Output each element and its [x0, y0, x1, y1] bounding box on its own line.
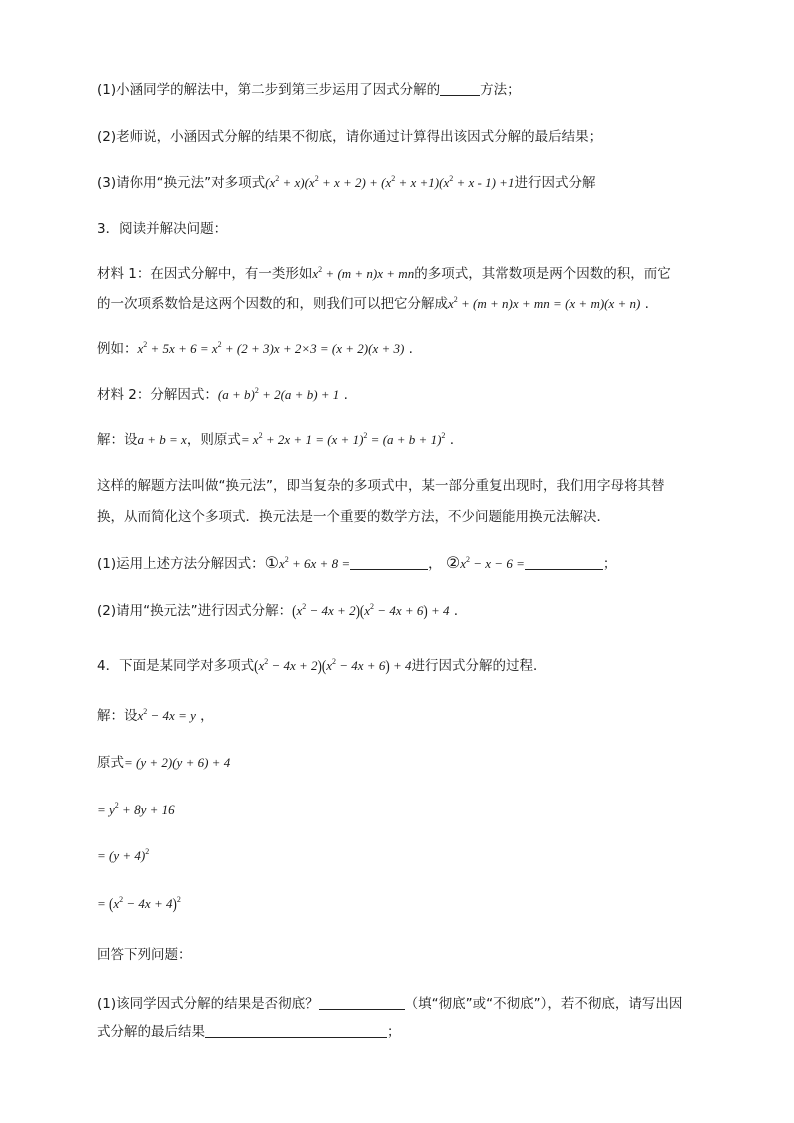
q3-example: 例如：$x^2 + 5x + 6 = x^2 + (2 + 3)x + 2\times 3 = (x + 2)(x + 3)$ .: [97, 340, 413, 357]
q4-a1-line2: 式分解的最后结果 ；: [97, 1024, 401, 1040]
q4-sol-line1: 解：设$x^2 - 4x = y$ ，: [97, 707, 214, 724]
q2-part3: (3)请你用“换元法”对多项式$(x^2 + x)(x^2 + x + 2) + (x^2 + x +1)(x^2 + x - 1) +1$进行因式分解: [97, 174, 596, 191]
q2-part2: (2)老师说，小涵因式分解的结果不彻底，请你通过计算得出该因式分解的最后结果；: [97, 129, 603, 145]
q3-solution: 解：设a + b = x，则原式= $x^2 + 2x + 1 = (x + 1)^2 = (a + b + 1)^2$ .: [97, 431, 454, 448]
q4-sol-line5: = $(x^2 - 4x + 4)^2$: [97, 894, 181, 913]
answer-blank[interactable]: [525, 555, 603, 570]
q3-title: 3．阅读并解决问题：: [97, 221, 228, 237]
answer-blank[interactable]: [350, 555, 428, 570]
q4-a1-line1: (1)该同学因式分解的结果是否彻底？ （填“彻底”或“不彻底”），若不彻底，请写出因: [97, 996, 683, 1012]
polynomial-expression: $(x^2 + x)(x^2 + x + 2) + (x^2 + x +1)(x^2 + x - 1) +1$: [265, 174, 515, 190]
q2-part1: (1)小涵同学的解法中，第二步到第三步运用了因式分解的 方法；: [97, 82, 521, 98]
q3-material2: 材料 2：分解因式：$(a + b)^2 + 2(a + b) + 1$ .: [97, 386, 348, 403]
q3-paragraph-line1: 这样的解题方法叫做“换元法”，即当复杂的多项式中，某一部分重复出现时，我们用字母将其替: [97, 478, 665, 494]
q3-material1-line1: 材料 1：在因式分解中，有一类形如$x^2 + (m + n)x$ + mn的多项式，其常数项是两个因数的积，而它: [97, 265, 671, 282]
answer-blank[interactable]: [319, 995, 405, 1010]
q4-sol-line3: = $y^2 + 8y + 16$: [97, 801, 175, 817]
q3-paragraph-line2: 换，从而简化这个多项式．换元法是一个重要的数学方法，不少问题能用换元法解决．: [97, 509, 610, 525]
q4-answer-heading: 回答下列问题：: [97, 947, 192, 963]
answer-blank[interactable]: [440, 81, 480, 96]
q3-material1-line2: 的一次项系数恰是这两个因数的和，则我们可以把它分解成$x^2 + (m + n)x$ + mn = (x + m)(x + n) .: [97, 295, 649, 312]
q4-title: 4．下面是某同学对多项式$(x^2 - 4x + 2)(x^2 - 4x + 6) + 4$进行因式分解的过程．: [97, 656, 547, 675]
answer-blank[interactable]: [205, 1023, 387, 1038]
q3-sub2: (2)请用“换元法”进行因式分解：$(x^2 - 4x + 2)(x^2 - 4x + 6) + 4$ .: [97, 601, 459, 620]
q3-sub1: (1)运用上述方法分解因式：$①x^2 + 6x + 8$ = ， $②x^2 - x - 6$ = ；: [97, 553, 617, 572]
q4-sol-line4: = $(y + 4)^2$: [97, 847, 150, 863]
q4-sol-line2: 原式= (y + 2)(y + 6) + 4: [97, 755, 231, 771]
